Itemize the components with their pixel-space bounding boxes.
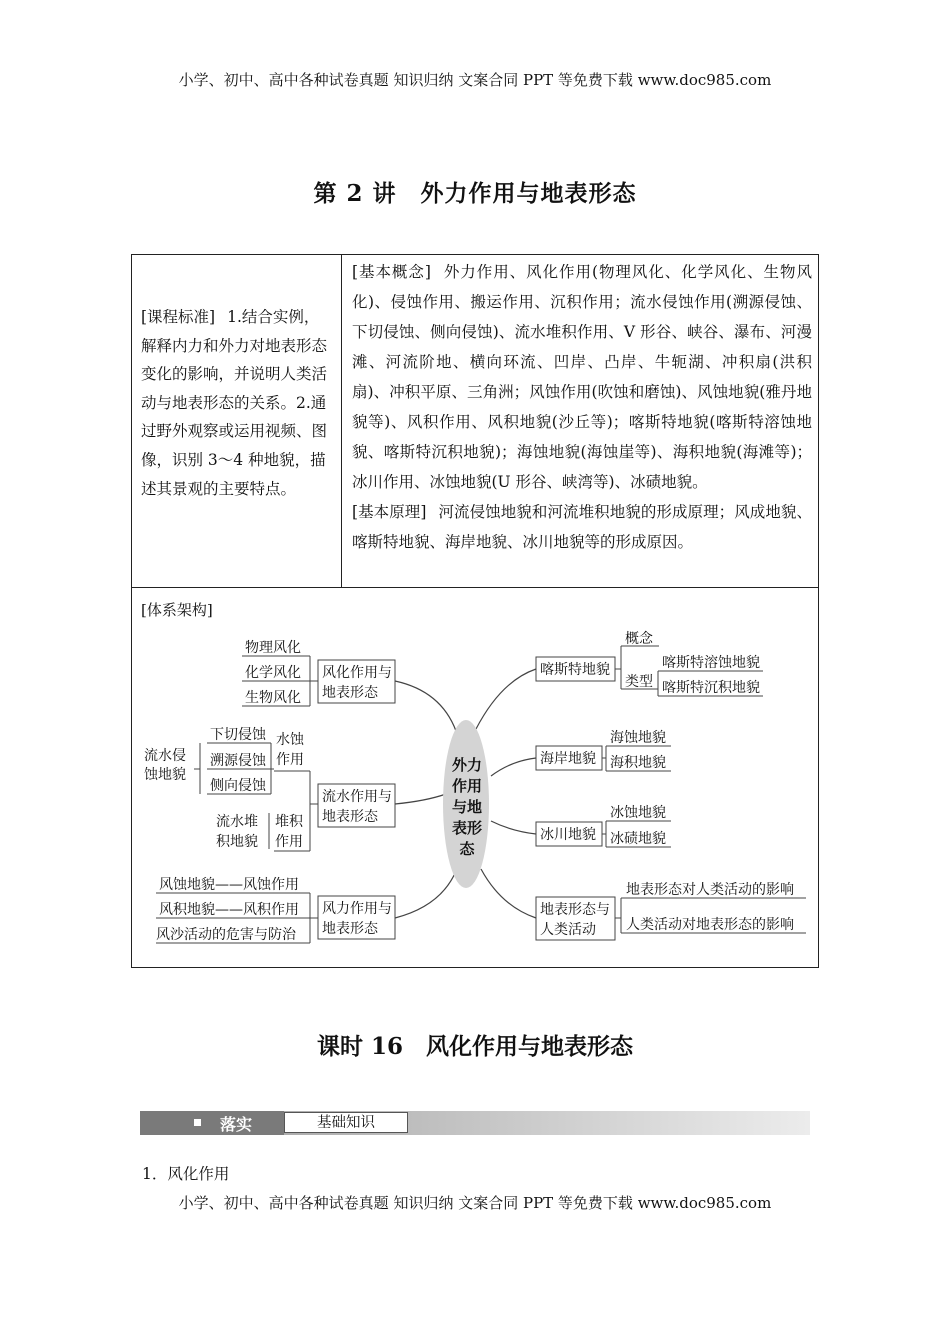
spoke-human — [481, 869, 536, 918]
section-bar-dark — [140, 1111, 284, 1135]
glacier-item-erosion: 冰蚀地貌 — [610, 805, 666, 821]
spoke-karst — [476, 669, 536, 729]
fluvial-item-headward: 溯源侵蚀 — [210, 753, 266, 769]
human-item-landform-on-human: 地表形态对人类活动的影响 — [626, 882, 794, 898]
basic-principle-tag: [基本原理] — [352, 503, 427, 521]
fluvial-erosion-type-1: 水蚀 — [276, 732, 304, 748]
spoke-weathering — [395, 681, 456, 731]
framework-tag: [体系架构] — [141, 601, 213, 619]
basic-principle-text: 河流侵蚀地貌和河流堆积地貌的形成原理；风成地貌、喀斯特地貌、海岸地貌、冰川地貌等的形成原因。 — [352, 503, 812, 551]
fluvial-deposit-type-2: 作用 — [275, 834, 303, 850]
glacier-item-deposition: 冰碛地貌 — [610, 831, 666, 847]
center-line-1: 外力 — [451, 756, 483, 774]
glacier-box-label: 冰川地貌 — [540, 827, 596, 843]
weathering-box-line1: 风化作用与 — [322, 665, 392, 681]
basic-concept-text: 外力作用、风化作用(物理风化、化学风化、生物风化)、侵蚀作用、搬运作用、沉积作用；流水侵蚀作用(溯源侵蚀、下切侵蚀、侧向侵蚀)、流水堆积作用、V 形谷、峡谷、瀑布、河漫滩、河流阶地、横向环流、凹岸、凸岸、牛轭湖、冲积扇(洪积扇)、冲积平原、三角洲；风蚀作用(吹蚀和磨蚀)、风蚀地貌(雅丹地貌等)、风积作用、风积地貌(沙丘等)；喀斯特地貌(喀斯特溶蚀地貌、喀斯特沉积地貌)；海蚀地貌(海蚀崖等)、海积地貌(海滩等)；冰川作用、冰蚀地貌(U 形谷、峡湾等)、冰碛地貌。 — [352, 263, 812, 491]
fluvial-erosion-label-1: 流水侵 — [144, 748, 186, 764]
spoke-glacier — [491, 821, 536, 834]
square-bullet-icon — [194, 1119, 201, 1126]
spoke-fluvial — [395, 794, 446, 804]
fluvial-deposit-type-1: 堆积 — [275, 814, 303, 830]
center-line-2: 作用 — [451, 777, 483, 795]
fluvial-erosion-label-2: 蚀地貌 — [144, 767, 186, 783]
basic-principle — [352, 497, 812, 557]
karst-item-dissolution: 喀斯特溶蚀地貌 — [662, 655, 760, 671]
section-1-heading: 1．风化作用 — [142, 1165, 230, 1183]
basic-concept-tag: [基本概念] — [352, 263, 431, 281]
wind-item-deposition: 风积地貌——风积作用 — [159, 902, 299, 918]
karst-type: 类型 — [625, 674, 653, 690]
page-header: 小学、初中、高中各种试卷真题 知识归纳 文案合同 PPT 等免费下载 www.doc985.com — [178, 71, 772, 89]
weathering-box-line2: 地表形态 — [322, 685, 378, 701]
center-line-3: 与地 — [451, 798, 483, 816]
weathering-item-biological: 生物风化 — [245, 690, 301, 706]
human-box-line2: 人类活动 — [540, 922, 596, 938]
karst-box-label: 喀斯特地貌 — [540, 662, 610, 678]
weathering-item-physical: 物理风化 — [245, 640, 301, 656]
chapter-title: 第 2 讲 外力作用与地表形态 — [313, 180, 637, 207]
course-standard-tag: [课程标准] — [141, 308, 216, 326]
center-line-5: 态 — [459, 840, 475, 858]
karst-item-deposition: 喀斯特沉积地貌 — [662, 680, 760, 696]
coast-item-deposition: 海积地貌 — [610, 755, 666, 771]
course-standard-cell — [132, 255, 342, 587]
spoke-wind — [395, 871, 456, 918]
weathering-item-chemical: 化学风化 — [245, 665, 301, 681]
center-line-4: 表形 — [451, 819, 483, 837]
coast-box-label: 海岸地貌 — [540, 751, 596, 767]
fluvial-item-downcut: 下切侵蚀 — [210, 727, 266, 743]
fluvial-box-line1: 流水作用与 — [322, 789, 392, 805]
mind-map — [132, 586, 818, 966]
page-footer: 小学、初中、高中各种试卷真题 知识归纳 文案合同 PPT 等免费下载 www.doc985.com — [178, 1194, 772, 1212]
fluvial-item-lateral: 侧向侵蚀 — [210, 778, 266, 794]
lesson-title: 课时 16 风化作用与地表形态 — [316, 1033, 633, 1060]
fluvial-box-line2: 地表形态 — [322, 809, 378, 825]
fluvial-deposit-label-1: 流水堆 — [216, 814, 258, 830]
basic-concept — [352, 257, 812, 497]
fluvial-deposit-label-2: 积地貌 — [216, 834, 258, 850]
human-box-line1: 地表形态与 — [540, 902, 610, 918]
section-bar-dark-label: 落实 — [220, 1115, 253, 1134]
wind-box-line2: 地表形态 — [322, 921, 378, 937]
coast-item-erosion: 海蚀地貌 — [610, 730, 666, 746]
wind-item-hazard: 风沙活动的危害与防治 — [156, 927, 296, 943]
course-standard — [141, 303, 331, 503]
course-standard-text: 1.结合实例，解释内力和外力对地表形态变化的影响，并说明人类活动与地表形态的关系。2.通过野外观察或运用视频、图像，识别 3～4 种地貌，描述其景观的主要特点。 — [141, 308, 328, 498]
human-item-human-on-landform: 人类活动对地表形态的影响 — [626, 917, 794, 933]
concept-cell — [342, 255, 819, 587]
wind-item-erosion: 风蚀地貌——风蚀作用 — [159, 877, 299, 893]
section-bar-light-label: 基础知识 — [284, 1112, 408, 1133]
section-bar — [140, 1111, 810, 1135]
karst-concept: 概念 — [625, 631, 653, 647]
spoke-coast — [491, 758, 536, 776]
fluvial-erosion-type-2: 作用 — [276, 752, 304, 768]
overview-table — [131, 254, 819, 968]
wind-box-line1: 风力作用与 — [322, 901, 392, 917]
